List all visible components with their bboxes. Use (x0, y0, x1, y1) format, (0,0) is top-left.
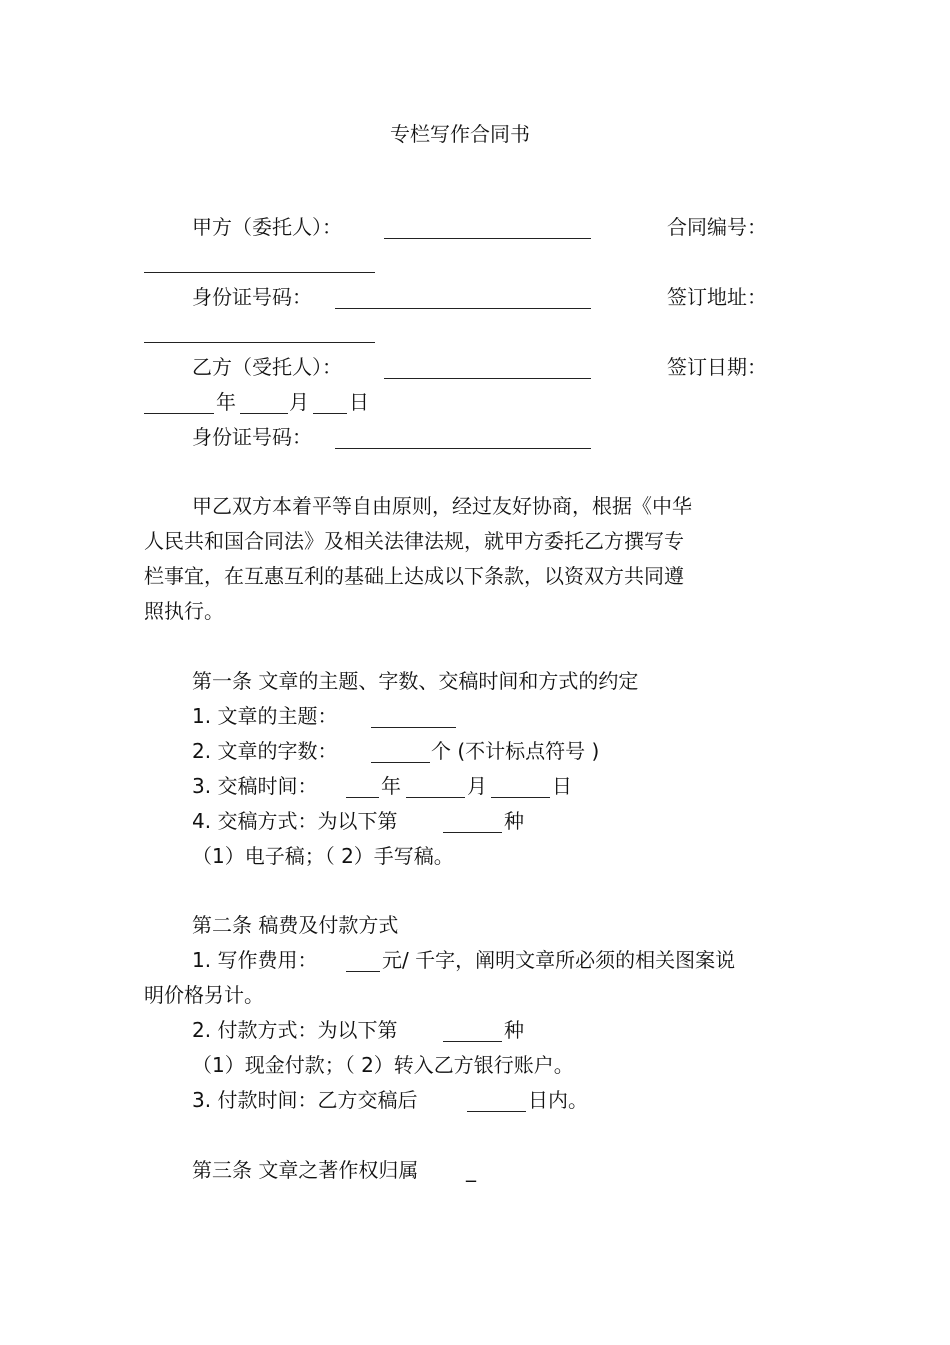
article2-item3-suffix: 日内。 (528, 1088, 588, 1112)
deadline-year-blank[interactable] (346, 797, 379, 798)
article2-item1-cont: 明价格另计。 (144, 983, 264, 1007)
deadline-year: 年 (381, 774, 401, 798)
delivery-options: （1）电子稿；（ 2）手写稿。 (192, 844, 454, 868)
article2-item2-label: 2. 付款方式：为以下第 (192, 1018, 398, 1042)
party-b-blank[interactable] (384, 378, 591, 379)
article1-item1-label: 1. 文章的主题： (192, 704, 338, 728)
article2-item2-suffix: 种 (504, 1018, 524, 1042)
article1-item2-suffix: 个 (不计标点符号 ) (431, 739, 600, 763)
party-b-id-blank[interactable] (335, 448, 591, 449)
intro-line: 照执行。 (144, 599, 224, 623)
document-title: 专栏写作合同书 (390, 122, 530, 146)
intro-line: 栏事宜，在互惠互利的基础上达成以下条款，以资双方共同遵 (144, 564, 684, 588)
payment-options: （1）现金付款；（ 2）转入乙方银行账户。 (192, 1053, 574, 1077)
sign-date-month-blank[interactable] (240, 413, 288, 414)
article2-item1-label: 1. 写作费用： (192, 948, 318, 972)
party-a-blank[interactable] (384, 238, 591, 239)
deadline-month-blank[interactable] (406, 797, 465, 798)
intro-line: 人民共和国合同法》及相关法律法规，就甲方委托乙方撰写专 (144, 529, 684, 553)
delivery-method-blank[interactable] (443, 832, 502, 833)
party-a-id-label: 身份证号码： (192, 285, 312, 309)
party-a-id-blank[interactable] (335, 308, 591, 309)
topic-blank[interactable] (371, 727, 456, 728)
contract-no-label: 合同编号： (667, 215, 767, 239)
article2-item1-suffix: 元/ 千字，阐明文章所必须的相关图案说 (382, 948, 736, 972)
deadline-day-blank[interactable] (491, 797, 550, 798)
article3-tail: _ (466, 1158, 476, 1182)
sign-date-day-blank[interactable] (313, 413, 347, 414)
party-b-label: 乙方（受托人）： (192, 355, 342, 379)
payment-days-blank[interactable] (467, 1111, 526, 1112)
deadline-month: 月 (467, 774, 487, 798)
sign-date-month: 月 (289, 390, 309, 414)
party-a-label: 甲方（委托人）： (192, 215, 342, 239)
article1-heading: 第一条 文章的主题、字数、交稿时间和方式的约定 (192, 669, 639, 693)
article2-heading: 第二条 稿费及付款方式 (192, 913, 399, 937)
party-b-id-label: 身份证号码： (192, 425, 312, 449)
article2-item3-label: 3. 付款时间：乙方交稿后 (192, 1088, 418, 1112)
sign-date-label: 签订日期： (667, 355, 767, 379)
sign-place-label: 签订地址： (667, 285, 767, 309)
word-count-blank[interactable] (371, 762, 430, 763)
article1-item3-label: 3. 交稿时间： (192, 774, 318, 798)
sign-date-year-blank[interactable] (144, 413, 214, 414)
article1-item4-label: 4. 交稿方式：为以下第 (192, 809, 398, 833)
article1-item4-suffix: 种 (504, 809, 524, 833)
fee-blank[interactable] (346, 971, 380, 972)
sign-date-year: 年 (216, 390, 236, 414)
intro-line: 甲乙双方本着平等自由原则，经过友好协商，根据《中华 (192, 494, 692, 518)
sign-place-blank[interactable] (144, 342, 375, 343)
payment-method-blank[interactable] (443, 1041, 502, 1042)
sign-date-day: 日 (349, 390, 369, 414)
deadline-day: 日 (552, 774, 572, 798)
article1-item2-label: 2. 文章的字数： (192, 739, 338, 763)
contract-no-blank[interactable] (144, 272, 375, 273)
article3-heading: 第三条 文章之著作权归属 (192, 1158, 419, 1182)
